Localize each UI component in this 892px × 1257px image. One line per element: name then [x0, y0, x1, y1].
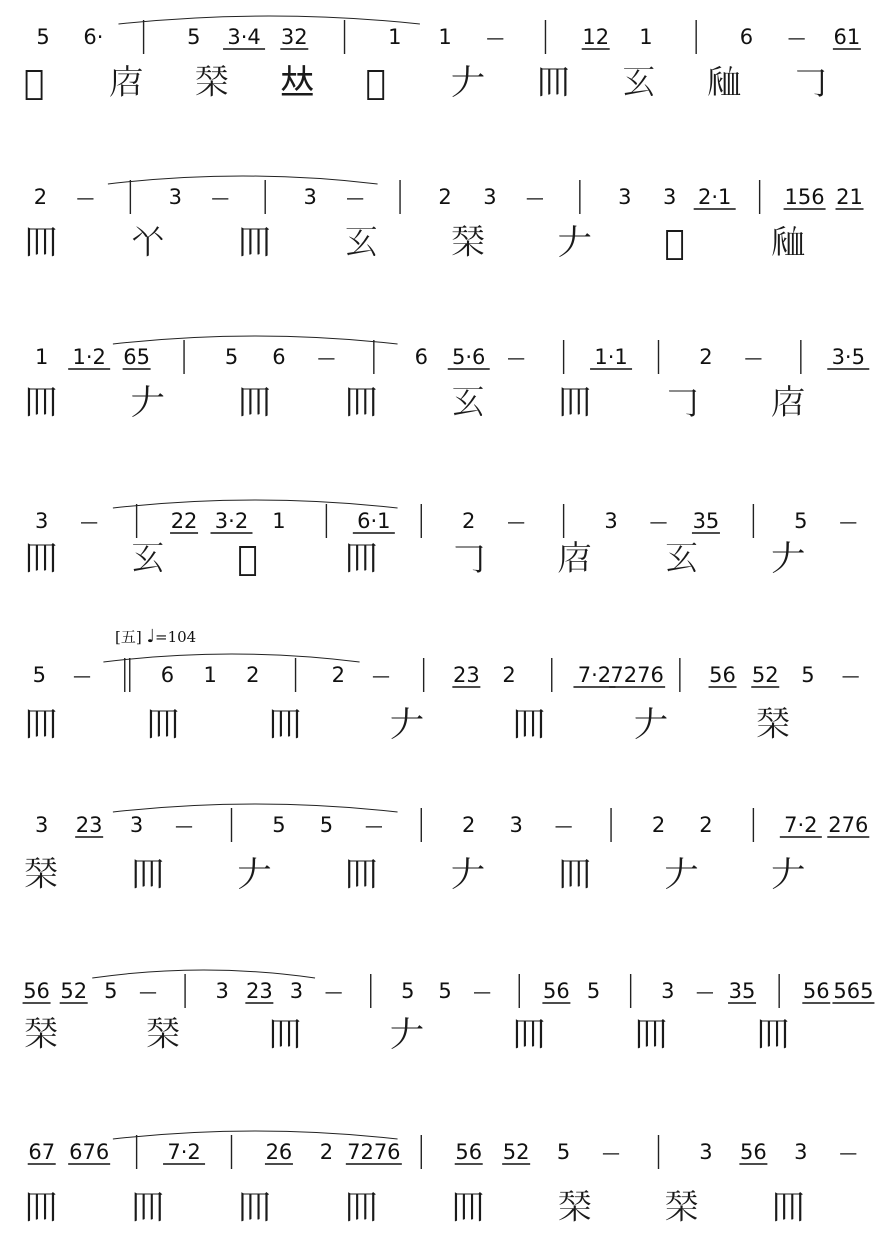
jianzi-glyph: 𢆰	[344, 223, 379, 263]
dash-mark: —	[80, 512, 99, 533]
jianpu-note: 3	[303, 185, 317, 209]
jianpu-note: 56	[740, 1140, 767, 1164]
jianpu-note: 3	[604, 509, 618, 533]
dash-mark: —	[602, 1143, 621, 1164]
jianpu-note: 61	[833, 25, 861, 49]
jianzi-glyph: 𦉫	[451, 1188, 485, 1228]
jianpu-note: 2	[699, 813, 713, 837]
jianzi-glyph: 𥐈	[664, 223, 685, 263]
jianzi-glyph: 𣓁	[146, 1015, 180, 1055]
jianzi-glyph: 𦉫	[268, 1015, 302, 1055]
jianzi-line	[0, 1014, 892, 1084]
jianpu-note: 3	[509, 813, 523, 837]
tempo-note-icon: ♩	[146, 626, 155, 647]
jianpu-notes	[0, 330, 892, 390]
jianzi-glyph: 𦉫	[634, 1015, 668, 1055]
jianpu-note: 7276	[610, 663, 664, 687]
slur-arc	[113, 500, 398, 508]
jianzi-glyph: 𦉫	[237, 223, 272, 263]
jianpu-note: 1	[272, 509, 286, 533]
dash-mark: —	[473, 982, 492, 1003]
jianpu-note: 32	[280, 25, 308, 49]
jianpu-note: 56	[709, 663, 736, 687]
jianpu-notes	[0, 798, 892, 858]
jianzi-glyph: 𦉫	[344, 1188, 379, 1228]
jianpu-note: 22	[170, 509, 198, 533]
jianzi-line	[0, 854, 892, 924]
jianpu-line	[0, 170, 892, 230]
jianzi-glyph: 𥐈	[365, 63, 386, 103]
jianzi-glyph: 𠂇	[557, 223, 592, 263]
jianzi-glyph: 𢈆	[557, 539, 592, 579]
jianzi-glyph: 𦉫	[512, 705, 546, 745]
jianzi-glyph: 𦉫	[344, 383, 379, 423]
jianpu-note: 565	[833, 979, 874, 1003]
jianzi-glyph: 𠂇	[130, 383, 165, 423]
jianpu-note: 35	[692, 509, 720, 533]
jianzi-glyph: 𣓁	[24, 1015, 58, 1055]
jianzi-line	[0, 704, 892, 774]
jianpu-note: 2	[438, 185, 452, 209]
jianpu-note: 276	[828, 813, 869, 837]
jianpu-note: 52	[502, 1140, 530, 1164]
jianpu-note: 3	[168, 185, 183, 209]
jianpu-line	[0, 1125, 892, 1185]
jianpu-note: 26	[265, 1140, 293, 1164]
jianpu-note: 2	[462, 813, 476, 837]
jianzi-glyph: 𣓁	[194, 63, 229, 103]
jianzi-glyph: 𢈆	[109, 63, 144, 103]
jianzi-glyph: 𢆰	[130, 539, 165, 579]
jianzi-glyph: 𦉫	[756, 1015, 790, 1055]
dash-mark: —	[695, 982, 714, 1003]
jianpu-note: 6·	[83, 25, 104, 49]
jianpu-note: 5	[801, 663, 815, 687]
jianpu-notes	[0, 170, 892, 230]
jianpu-line	[0, 10, 892, 70]
jianpu-note: 2	[699, 345, 713, 369]
jianpu-note: 3	[35, 813, 49, 837]
dash-mark: —	[73, 666, 92, 687]
jianzi-glyph: 𠂇	[771, 855, 806, 895]
jianzi-line	[0, 222, 892, 292]
jianpu-note: 2	[331, 663, 345, 687]
jianpu-note: 5	[438, 979, 452, 1003]
jianpu-note: 6	[160, 663, 175, 687]
jianpu-note: 2	[246, 663, 260, 687]
dash-mark: —	[371, 666, 390, 687]
jianzi-glyph: 𠂇	[451, 855, 485, 895]
jianpu-note: 3	[35, 509, 49, 533]
dash-mark: —	[211, 188, 230, 209]
jianpu-note: 1	[203, 663, 217, 687]
jianpu-note: 5	[401, 979, 415, 1003]
slur-arc	[113, 336, 398, 344]
jianpu-note: 5	[272, 813, 286, 837]
jianzi-glyph: 𢆰	[621, 63, 656, 103]
jianzi-line	[0, 1187, 892, 1257]
jianpu-note: 52	[60, 979, 88, 1003]
dash-mark: —	[138, 982, 157, 1003]
jianpu-note: 5	[36, 25, 50, 49]
jianpu-note: 2·1	[697, 185, 732, 209]
jianzi-glyph: 𠂇	[771, 539, 806, 579]
slur-arc	[113, 1131, 398, 1139]
jianpu-note: 5·6	[452, 345, 486, 369]
jianzi-glyph: 𧖴	[707, 63, 742, 103]
jianpu-note: 23	[75, 813, 103, 837]
jianzi-glyph: 𦉫	[557, 383, 592, 423]
jianpu-note: 1	[35, 345, 49, 369]
dash-mark: —	[324, 982, 343, 1003]
jianpu-note: 5	[794, 509, 808, 533]
dash-mark: —	[507, 512, 526, 533]
jianzi-glyph: 𦉫	[24, 705, 58, 745]
jianpu-note: 7·2	[167, 1140, 201, 1164]
dash-mark: —	[839, 512, 858, 533]
jianzi-glyph: 𠂇	[451, 63, 485, 103]
section-mark	[115, 626, 196, 647]
jianpu-note: 1	[438, 25, 452, 49]
jianzi-glyph: 𦉫	[146, 705, 180, 745]
jianzi-glyph: 𦉫	[237, 383, 272, 423]
jianpu-note: 3	[794, 1140, 808, 1164]
slur-arc	[108, 176, 378, 184]
jianpu-notes	[0, 1125, 892, 1185]
jianzi-line	[0, 382, 892, 452]
jianpu-note: 2	[462, 509, 476, 533]
jianpu-line	[0, 798, 892, 858]
dash-mark: —	[649, 512, 668, 533]
jianpu-note: 5	[556, 1140, 571, 1164]
jianzi-glyph: 𦉫	[344, 539, 379, 579]
jianzi-glyph: 𦉫	[512, 1015, 546, 1055]
jianzi-glyph: 𦉫	[24, 383, 58, 423]
jianzi-glyph: 𤇊	[24, 63, 45, 103]
slur-arc	[103, 654, 359, 662]
jianzi-glyph: 𣓁	[24, 855, 58, 895]
jianpu-note: 3	[618, 185, 632, 209]
dash-mark: —	[839, 1143, 858, 1164]
jianzi-glyph: 𠂇	[664, 855, 699, 895]
jianpu-note: 23	[245, 979, 273, 1003]
jianzi-glyph: 𠂇	[390, 1015, 424, 1055]
jianzi-glyph: 𢆰	[451, 383, 485, 423]
jianzi-glyph: 𠂇	[237, 855, 272, 895]
dash-mark: —	[554, 816, 573, 837]
jianzi-glyph: 𠃌	[664, 383, 699, 423]
jianpu-note: 65	[123, 345, 150, 369]
jianpu-note: 3	[129, 813, 144, 837]
jianpu-note: 2	[33, 185, 48, 209]
jianpu-note: 56	[455, 1140, 483, 1164]
jianpu-note: 5	[187, 25, 201, 49]
slur-arc	[113, 804, 398, 812]
tempo-value: =104	[155, 628, 197, 646]
jianpu-note: 3	[699, 1140, 713, 1164]
jianzi-glyph: 𢈆	[771, 383, 806, 423]
jianzi-glyph: 𠂇	[634, 705, 668, 745]
jianpu-note: 3·5	[831, 345, 865, 369]
jianpu-note: 3	[483, 185, 497, 209]
dash-mark: —	[364, 816, 383, 837]
jianzi-glyph: 𣓁	[451, 223, 485, 263]
jianpu-note: 5	[104, 979, 118, 1003]
jianzi-glyph: 𦉫	[24, 223, 58, 263]
dash-mark: —	[76, 188, 95, 209]
jianpu-note: 2	[502, 663, 516, 687]
jianpu-note: 7·2	[577, 663, 612, 687]
jianpu-note: 1	[388, 25, 402, 49]
jianpu-note: 6	[272, 345, 286, 369]
jianpu-notes	[0, 10, 892, 70]
jianpu-note: 67	[28, 1140, 56, 1164]
jianzi-glyph: 𣓁	[664, 1188, 699, 1228]
dash-mark: —	[841, 666, 860, 687]
jianzi-glyph: 𦉫	[344, 855, 379, 895]
jianzi-glyph: 𦉫	[24, 539, 58, 579]
jianpu-note: 6	[739, 25, 754, 49]
jianzi-glyph: 𦉫	[237, 1188, 272, 1228]
jianpu-notes	[0, 648, 892, 708]
jianpu-note: 52	[751, 663, 779, 687]
jianzi-glyph: 𦉫	[268, 705, 302, 745]
dash-mark: —	[787, 28, 806, 49]
jianzi-glyph: 𦉫	[771, 1188, 806, 1228]
jianpu-note: 5	[32, 663, 47, 687]
jianpu-note: 3·4	[227, 25, 261, 49]
jianpu-note: 6	[414, 345, 428, 369]
jianzi-glyph: 𧖴	[771, 223, 806, 263]
jianpu-note: 23	[452, 663, 480, 687]
jianpu-note: 3	[215, 979, 229, 1003]
slur-arc	[118, 16, 419, 24]
dash-mark: —	[317, 348, 336, 369]
jianzi-line	[0, 62, 892, 132]
jianpu-note: 6·1	[357, 509, 391, 533]
jianpu-note: 35	[728, 979, 756, 1003]
jianpu-note: 3	[663, 185, 677, 209]
slur-arc	[92, 970, 315, 978]
jianpu-note: 2	[651, 813, 666, 837]
dash-mark: —	[175, 816, 194, 837]
jianzi-glyph: 𠀤	[280, 63, 315, 103]
jianzi-glyph: 𦉫	[557, 855, 592, 895]
jianpu-note: 676	[69, 1140, 110, 1164]
jianzi-glyph: 𦉫	[130, 855, 165, 895]
dash-mark: —	[525, 188, 544, 209]
jianpu-note: 2	[319, 1140, 334, 1164]
jianzi-glyph: 𥐈	[237, 539, 258, 579]
jianzi-glyph: 𢆰	[664, 539, 699, 579]
jianzi-glyph: 𣓁	[557, 1188, 592, 1228]
section-label: [五]	[115, 628, 142, 646]
jianzi-line	[0, 538, 892, 608]
dash-mark: —	[346, 188, 365, 209]
dash-mark: —	[486, 28, 505, 49]
jianpu-note: 3·2	[214, 509, 249, 533]
jianpu-note: 56	[802, 979, 830, 1003]
jianzi-glyph: 𠁥	[130, 223, 165, 263]
jianpu-note: 1·2	[72, 345, 106, 369]
jianpu-note: 156	[784, 185, 825, 209]
dash-mark: —	[507, 348, 526, 369]
jianpu-line	[0, 330, 892, 390]
jianpu-note: 7276	[347, 1140, 401, 1164]
jianpu-note: 21	[836, 185, 863, 209]
jianpu-note: 3	[289, 979, 304, 1003]
dash-mark: —	[744, 348, 763, 369]
jianpu-note: 12	[582, 25, 610, 49]
jianzi-glyph: 𠂇	[390, 705, 424, 745]
jianpu-note: 5	[586, 979, 601, 1003]
jianpu-note: 5	[224, 345, 239, 369]
jianzi-glyph: 𦉫	[536, 63, 571, 103]
jianpu-note: 1	[639, 25, 653, 49]
jianzi-glyph: 𦉫	[24, 1188, 58, 1228]
jianzi-glyph: 𠃌	[792, 63, 827, 103]
jianpu-note: 3	[661, 979, 675, 1003]
jianpu-note: 7·2	[784, 813, 818, 837]
jianzi-glyph: 𠃌	[451, 539, 485, 579]
jianzi-glyph: 𣓁	[756, 705, 790, 745]
jianpu-note: 5	[319, 813, 334, 837]
jianpu-note: 1·1	[594, 345, 628, 369]
jianzi-glyph: 𦉫	[130, 1188, 165, 1228]
jianpu-line	[0, 648, 892, 708]
jianpu-note: 56	[23, 979, 50, 1003]
jianpu-note: 56	[543, 979, 570, 1003]
